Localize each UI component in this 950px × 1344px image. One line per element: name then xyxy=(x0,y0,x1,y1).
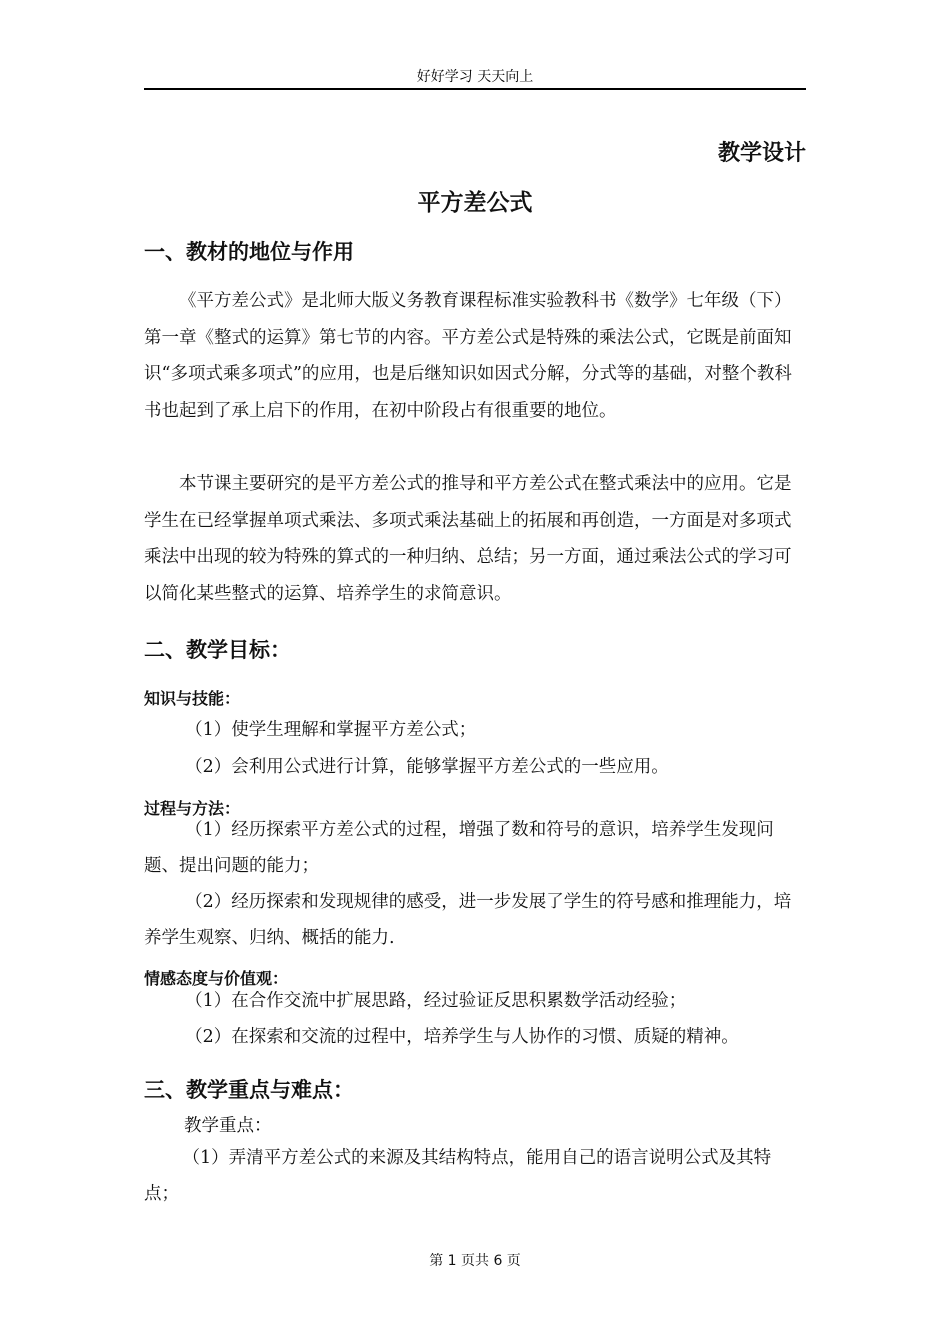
key-point-label: 教学重点： xyxy=(184,1116,272,1136)
page-title: 平方差公式 xyxy=(417,190,533,216)
process-item-1: （1）经历探索平方差公式的过程，增强了数和符号的意识，培养学生发现问题、提出问题的能力； xyxy=(144,820,774,876)
page-header: 好好学习 天天向上 xyxy=(416,69,534,85)
knowledge-item-2: （2）会利用公式进行计算，能够掌握平方差公式的一些应用。 xyxy=(185,757,669,777)
emotion-item-1: （1）在合作交流中扩展思路，经过验证反思积累数学活动经验； xyxy=(185,991,687,1011)
page-footer: 第 1 页共 6 页 xyxy=(429,1253,521,1269)
section2-heading: 二、教学目标： xyxy=(144,638,291,662)
section1-heading: 一、教材的地位与作用 xyxy=(144,240,354,264)
section1-paragraph-2: 本节课主要研究的是平方差公式的推导和平方差公式在整式乘法中的应用。它是学生在已经掌握单项式乘法、多项式乘法基础上的拓展和再创造，一方面是对多项式乘法中出现的较为特殊的算式的一种归纳、总结；另一方面，通过乘法公式的学习可以简化某些整式的运算、培养学生的求简意识。 xyxy=(144,474,792,604)
emotion-label: 情感态度与价值观： xyxy=(144,969,289,988)
section3-heading: 三、教学重点与难点： xyxy=(144,1078,354,1102)
knowledge-item-1: （1）使学生理解和掌握平方差公式； xyxy=(185,720,477,740)
doc-type-title: 教学设计 xyxy=(717,141,806,166)
process-label: 过程与方法： xyxy=(144,799,241,818)
knowledge-label: 知识与技能： xyxy=(144,689,241,708)
header-divider xyxy=(144,88,806,90)
emotion-item-2: （2）在探索和交流的过程中，培养学生与人协作的习惯、质疑的精神。 xyxy=(185,1027,739,1047)
process-item-2: （2）经历探索和发现规律的感受，进一步发展了学生的符号感和推理能力，培养学生观察、归纳、概括的能力. xyxy=(144,892,792,948)
section1-paragraph-1: 《平方差公式》是北师大版义务教育课程标准实验教科书《数学》七年级（下）第一章《整式的运算》第七节的内容。平方差公式是特殊的乘法公式，它既是前面知识“多项式乘多项式”的应用，也是后继知识如因式分解，分式等的基础，对整个教科书也起到了承上启下的作用，在初中阶段占有很重要的地位。 xyxy=(144,291,792,421)
key-point-item-1: （1）弄清平方差公式的来源及其结构特点，能用自己的语言说明公式及其特点； xyxy=(144,1148,772,1204)
